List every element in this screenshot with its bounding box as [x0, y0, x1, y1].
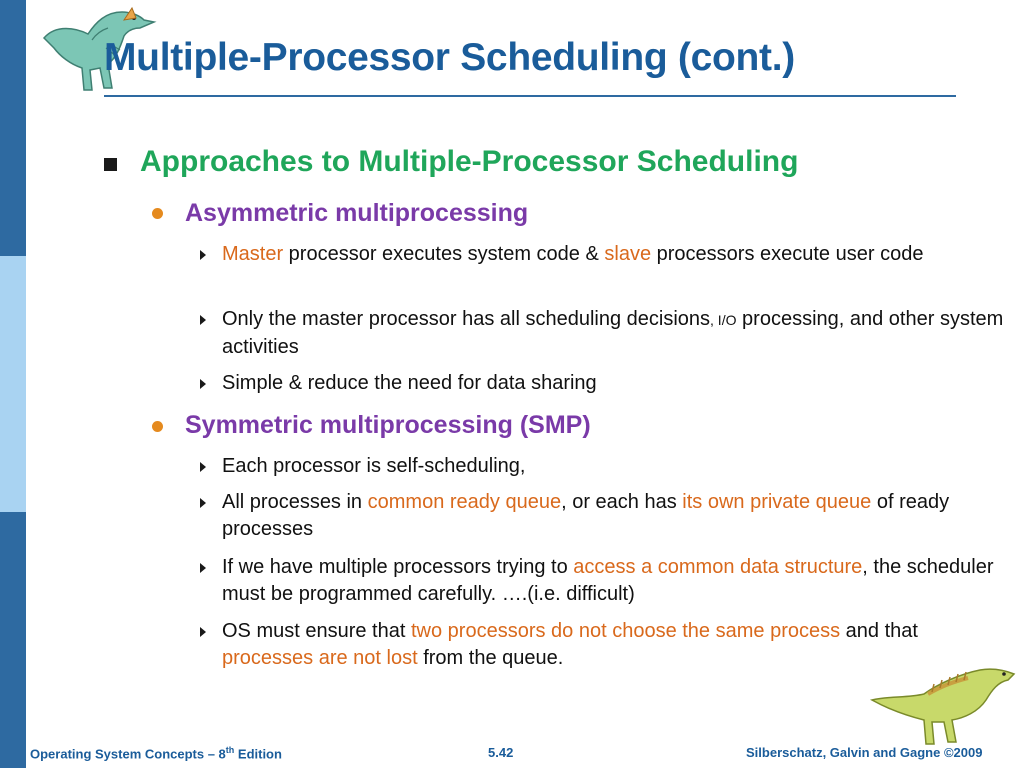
text-segment: , the scheduler must be programmed carefully. ….(i.e. difficult)	[222, 556, 994, 605]
text-segment: All processes in	[222, 491, 368, 513]
text-segment: and that	[840, 620, 918, 642]
text-segment: OS must ensure that	[222, 620, 411, 642]
arrow-bullet-icon	[200, 379, 206, 389]
not-lost-text: processes are not lost	[222, 647, 418, 669]
round-bullet-icon	[152, 208, 163, 219]
text-segment: processing, and other system activities	[222, 308, 1004, 358]
slide-title: Multiple-Processor Scheduling (cont.)	[104, 36, 795, 79]
title-underline	[104, 95, 956, 97]
left-decor-bar	[0, 0, 26, 768]
master-text: Master	[222, 243, 284, 265]
asym-bullet-decisions	[222, 306, 1012, 361]
arrow-bullet-icon	[200, 462, 206, 472]
common-data-structure-text: access a common data structure	[573, 556, 863, 578]
text-segment: of ready processes	[222, 491, 950, 540]
round-bullet-icon	[152, 421, 163, 432]
symmetric-heading: Symmetric multiprocessing (SMP)	[185, 411, 591, 439]
asymmetric-heading: Asymmetric multiprocessing	[185, 199, 529, 227]
arrow-bullet-icon	[200, 498, 206, 508]
footer-authors: Silberschatz, Galvin and Gagne ©2009	[746, 745, 983, 760]
slide-number: 5.42	[488, 745, 514, 760]
arrow-bullet-icon	[200, 315, 206, 325]
asym-bullet-simple: Simple & reduce the need for data sharing	[222, 372, 597, 394]
text-segment: If we have multiple processors trying to	[222, 556, 574, 578]
bar-segment-middle	[0, 256, 26, 512]
arrow-bullet-icon	[200, 250, 206, 260]
footer-title-text: Operating System Concepts – 8	[30, 746, 226, 762]
same-process-text: two processors do not choose the same process	[410, 620, 841, 642]
arrow-bullet-icon	[200, 627, 206, 637]
bar-segment-top	[0, 0, 26, 256]
sym-bullet-data-structure	[222, 554, 1012, 608]
footer-superscript: th	[225, 745, 235, 755]
sym-bullet-self-scheduling: Each processor is self-scheduling,	[222, 455, 526, 477]
sym-bullet-queues	[222, 489, 1012, 543]
text-segment: from the queue.	[417, 647, 564, 669]
footer-edition-text: Edition	[234, 746, 282, 762]
footer-book-title	[30, 745, 282, 761]
square-bullet-icon	[104, 158, 117, 171]
text-segment: processors execute user code	[651, 243, 924, 265]
arrow-bullet-icon	[200, 563, 206, 573]
asym-bullet-master	[222, 241, 1012, 268]
private-queue-text: its own private queue	[682, 491, 872, 513]
slave-text: slave	[604, 243, 652, 265]
text-segment: processor executes system code &	[283, 243, 605, 265]
text-segment: Only the master processor has all scheduling decisions	[222, 308, 711, 330]
main-heading: Approaches to Multiple-Processor Scheduling	[140, 145, 799, 178]
io-text: , I/O	[710, 312, 737, 328]
dinosaur-icon	[868, 660, 1018, 748]
bar-segment-bottom	[0, 512, 26, 768]
common-ready-queue-text: common ready queue	[367, 491, 562, 513]
text-segment: , or each has	[561, 491, 683, 513]
